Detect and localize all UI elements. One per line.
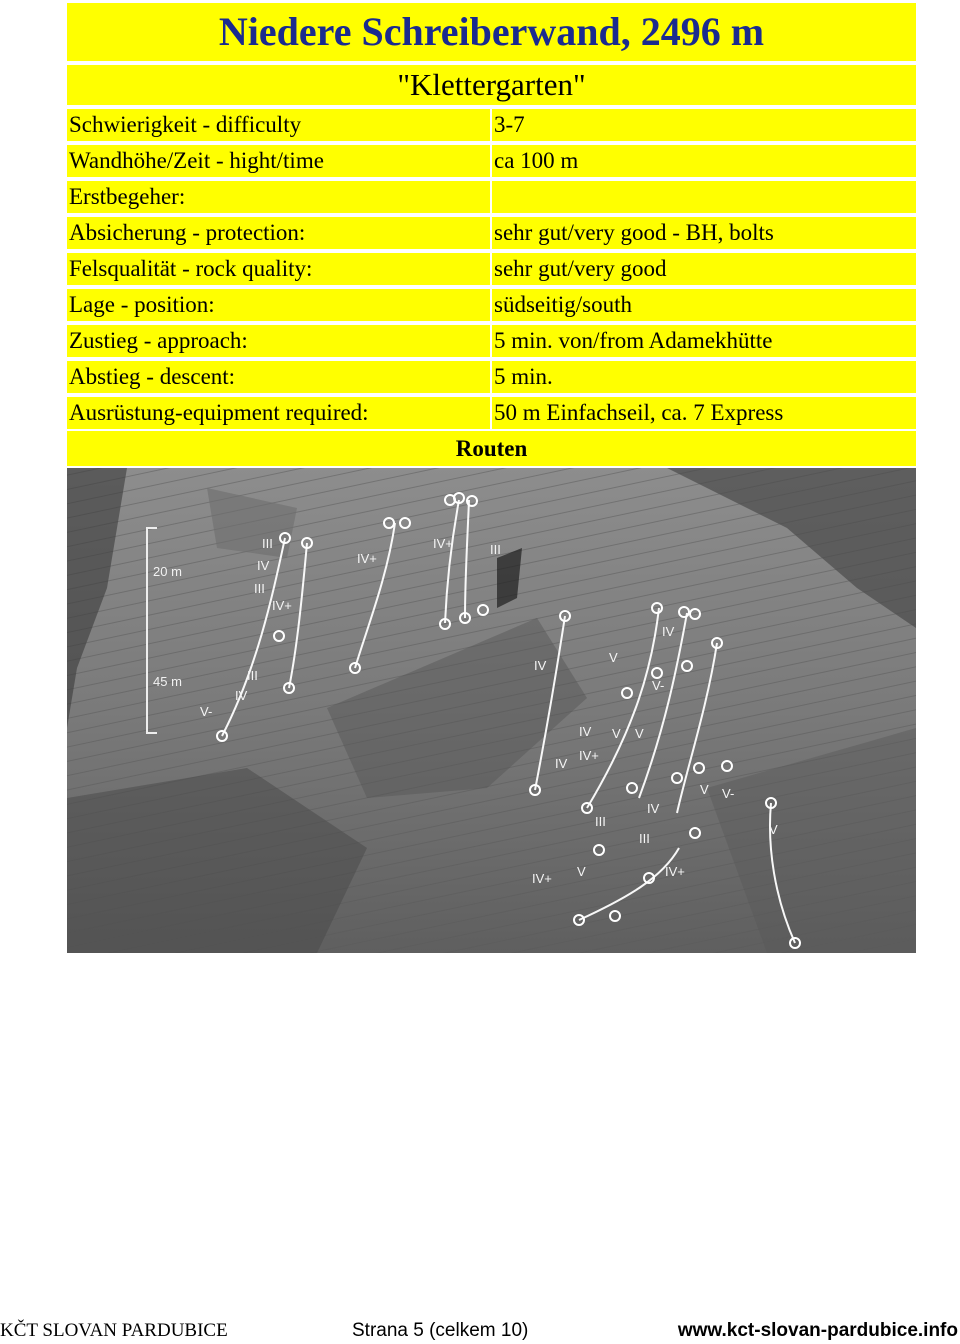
routes-heading: Routen bbox=[67, 431, 916, 466]
grade-label: III bbox=[262, 536, 273, 551]
grade-label: IV bbox=[257, 558, 270, 573]
grade-label: IV+ bbox=[579, 748, 599, 763]
grade-label: III bbox=[490, 542, 501, 557]
label-approach: Zustieg - approach: bbox=[67, 325, 490, 357]
value-rock-quality: sehr gut/very good bbox=[492, 253, 916, 285]
grade-label: V bbox=[700, 782, 709, 797]
label-descent: Abstieg - descent: bbox=[67, 361, 490, 393]
grade-label: IV bbox=[534, 658, 547, 673]
grade-label: IV bbox=[555, 756, 568, 771]
value-difficulty: 3-7 bbox=[492, 109, 916, 141]
label-first-ascent: Erstbegeher: bbox=[67, 181, 490, 213]
grade-label: IV+ bbox=[357, 551, 377, 566]
footer-page-number: Strana 5 (celkem 10) bbox=[352, 1320, 529, 1341]
grade-label: V bbox=[612, 726, 621, 741]
page-subtitle: "Klettergarten" bbox=[67, 65, 916, 105]
value-protection: sehr gut/very good - BH, bolts bbox=[492, 217, 916, 249]
label-difficulty: Schwierigkeit - difficulty bbox=[67, 109, 490, 141]
label-position: Lage - position: bbox=[67, 289, 490, 321]
grade-label: III bbox=[247, 668, 258, 683]
value-height-time: ca 100 m bbox=[492, 145, 916, 177]
footer-website-link[interactable]: www.kct-slovan-pardubice.info bbox=[677, 1320, 958, 1341]
grade-label: V bbox=[577, 864, 586, 879]
value-equipment: 50 m Einfachseil, ca. 7 Express bbox=[492, 397, 916, 429]
grade-label: IV+ bbox=[272, 598, 292, 613]
grade-label: IV+ bbox=[433, 536, 453, 551]
grade-label: V- bbox=[722, 786, 735, 801]
scale-label-45m: 45 m bbox=[153, 674, 182, 689]
value-approach: 5 min. von/from Adamekhütte bbox=[492, 325, 916, 357]
grade-label: V- bbox=[652, 678, 665, 693]
label-rock-quality: Felsqualität - rock quality: bbox=[67, 253, 490, 285]
grade-label: V bbox=[769, 822, 778, 837]
grade-label: IV bbox=[579, 724, 592, 739]
grade-label: V bbox=[635, 726, 644, 741]
label-equipment: Ausrüstung-equipment required: bbox=[67, 397, 490, 429]
grade-label: IV bbox=[647, 801, 660, 816]
footer-club-name: KČT SLOVAN PARDUBICE bbox=[0, 1320, 228, 1341]
grade-label: III bbox=[254, 581, 265, 596]
label-height-time: Wandhöhe/Zeit - hight/time bbox=[67, 145, 490, 177]
label-protection: Absicherung - protection: bbox=[67, 217, 490, 249]
value-descent: 5 min. bbox=[492, 361, 916, 393]
value-first-ascent bbox=[492, 181, 916, 213]
scale-label-20m: 20 m bbox=[153, 564, 182, 579]
grade-label: V- bbox=[200, 704, 213, 719]
rock-wall-topo-photo bbox=[67, 468, 916, 953]
page-title: Niedere Schreiberwand, 2496 m bbox=[67, 3, 916, 61]
value-position: südseitig/south bbox=[492, 289, 916, 321]
grade-label: V bbox=[609, 650, 618, 665]
grade-label: III bbox=[639, 831, 650, 846]
grade-label: IV+ bbox=[532, 871, 552, 886]
grade-label: IV bbox=[235, 688, 248, 703]
grade-label: III bbox=[595, 814, 606, 829]
grade-label: IV+ bbox=[665, 864, 685, 879]
grade-label: IV bbox=[662, 624, 675, 639]
